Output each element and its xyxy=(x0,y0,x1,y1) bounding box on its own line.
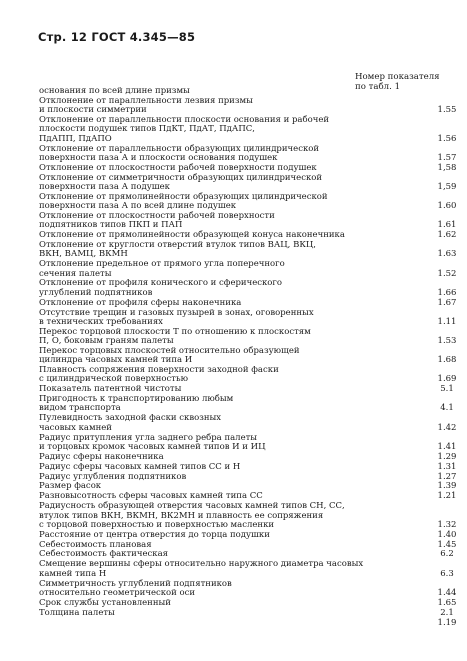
list-item xyxy=(39,609,464,618)
item-description xyxy=(39,299,430,308)
list-item xyxy=(39,414,464,433)
item-description xyxy=(39,241,430,260)
item-text-line: цилиндра часовых камней типа И xyxy=(39,355,193,366)
item-text-line: основания по всей длине призмы xyxy=(39,86,190,96)
item-number: 1.19 xyxy=(437,617,457,628)
item-text-line: Отклонение от прямолинейности образующих цилиндрической xyxy=(39,191,328,202)
list-item xyxy=(39,212,464,231)
item-text-line: Перекос торцовых плоскостей относительно образующей xyxy=(39,345,300,356)
item-text-line: Толщина палеты xyxy=(39,607,115,618)
item-number: 4.1 xyxy=(440,403,454,414)
item-text-line: сечения палеты xyxy=(39,268,112,279)
item-text-line: П, О, боковым граням палеты xyxy=(39,336,174,347)
item-number: 1.55 xyxy=(437,105,457,116)
item-description xyxy=(39,174,430,193)
item-text-line: с цилиндрической поверхностью xyxy=(39,374,188,385)
item-description xyxy=(39,279,430,298)
item-number: 1.21 xyxy=(437,491,457,502)
list-item xyxy=(39,231,464,240)
item-text-line: ПдАПП, ПдАПО xyxy=(39,133,112,144)
list-item xyxy=(39,241,464,260)
item-text-line: Отклонение от плоскостности рабочей поверхности подушек xyxy=(39,162,317,173)
item-number: 1.52 xyxy=(437,268,457,279)
item-description xyxy=(39,502,430,530)
item-text-line: часовых камней xyxy=(39,422,112,433)
list-item xyxy=(39,531,464,540)
item-text-line: Симметричность углублений подпятников xyxy=(39,578,232,589)
item-text-line: поверхности паза А по всей длине подушек xyxy=(39,201,237,212)
item-text-line: Отклонение предельное от прямого угла поперечного xyxy=(39,259,285,270)
list-item xyxy=(39,463,464,472)
item-description xyxy=(39,97,430,116)
item-description xyxy=(39,531,430,540)
item-text-line: Радиус притупления угла заднего ребра палеты xyxy=(39,432,258,443)
item-description xyxy=(39,164,430,173)
item-number: 1.53 xyxy=(437,336,457,347)
item-number: 6.3 xyxy=(440,568,454,579)
item-description xyxy=(39,328,430,347)
item-text-line: Себестоимость плановая xyxy=(39,539,152,550)
list-item xyxy=(39,482,464,491)
item-text-line: относительно геометрической оси xyxy=(39,587,196,598)
list-item xyxy=(39,164,464,173)
item-number: 1.31 xyxy=(437,461,457,472)
list-item xyxy=(39,260,464,279)
item-description xyxy=(39,580,430,599)
list-item xyxy=(39,619,464,628)
item-description xyxy=(39,309,430,328)
list-item xyxy=(39,328,464,347)
item-text-line: Отклонение от параллельности лезвия призмы xyxy=(39,95,253,106)
item-number: 1.63 xyxy=(437,249,457,260)
item-number: 1.62 xyxy=(437,230,457,241)
list-item xyxy=(39,145,464,164)
item-number: 1.40 xyxy=(437,529,457,540)
item-text-line: подпятников типов ПКП и ПАП xyxy=(39,220,183,231)
item-number: 1.39 xyxy=(437,481,457,492)
item-text-line: поверхности паза А подушек xyxy=(39,181,170,192)
item-number: 1.68 xyxy=(437,355,457,366)
item-number: 1,59 xyxy=(437,181,457,192)
list-item xyxy=(39,299,464,308)
item-text-line: Отклонение от параллельности образующих цилиндрической xyxy=(39,143,320,154)
item-text-line: ВКН, ВАМЦ, ВКМН xyxy=(39,249,128,260)
item-text-line: втулок типов ВКН, ВКМН, ВК2МН и плавность ее сопряжения xyxy=(39,510,324,521)
item-text-line: Отклонение от прямолинейности образующей конуса наконечника xyxy=(39,230,345,241)
item-text-line: Показатель патентной чистоты xyxy=(39,384,182,395)
item-text-line: и плоскости симметрии xyxy=(39,105,147,116)
item-description xyxy=(39,231,430,240)
item-text-line: камней типа Н xyxy=(39,568,107,579)
item-description xyxy=(39,463,430,472)
item-text-line: Радиус сферы часовых камней типов СС и Н xyxy=(39,461,241,472)
item-number: 1.56 xyxy=(437,133,457,144)
indicator-list xyxy=(39,87,464,628)
item-number: 1.69 xyxy=(437,374,457,385)
item-text-line: Пулевидность заходной фаски сквозных xyxy=(39,413,222,424)
item-description xyxy=(39,482,430,491)
list-item xyxy=(39,550,464,559)
list-item xyxy=(39,174,464,193)
item-description xyxy=(39,453,430,462)
item-text-line: Отклонение от круглости отверстий втулок типов ВАЦ, ВКЦ, xyxy=(39,240,317,251)
item-number: 1.44 xyxy=(437,587,457,598)
item-number: 1.66 xyxy=(437,287,457,298)
item-number: 2.1 xyxy=(440,607,454,618)
item-number: 1.41 xyxy=(437,441,457,452)
item-text-line: Пригодность к транспортированию любым xyxy=(39,394,234,405)
item-description xyxy=(39,212,430,231)
item-description xyxy=(39,366,430,385)
item-text-line: в технических требованиях xyxy=(39,316,163,327)
list-item xyxy=(39,599,464,608)
item-text-line: Расстояние от центра отверстия до торца подушки xyxy=(39,529,270,540)
item-number: 6.2 xyxy=(440,549,454,560)
item-text-line: с торцовой поверхностью и поверхностью масленки xyxy=(39,519,275,530)
item-text-line: видом транспорта xyxy=(39,403,121,414)
item-text-line: плоскости подушек типов ПдКТ, ПдАТ, ПдАПС, xyxy=(39,124,255,135)
list-item xyxy=(39,473,464,482)
item-number: 1.27 xyxy=(437,471,457,482)
item-number: 1.65 xyxy=(437,597,457,608)
item-description xyxy=(39,609,430,618)
item-description xyxy=(39,473,430,482)
item-number: 1.32 xyxy=(437,519,457,530)
item-description xyxy=(39,619,430,628)
item-description xyxy=(39,193,430,212)
list-item xyxy=(39,97,464,116)
list-item xyxy=(39,366,464,385)
list-item xyxy=(39,434,464,453)
item-number: 1.11 xyxy=(437,316,457,327)
item-description xyxy=(39,599,430,608)
item-number: 1.60 xyxy=(437,201,457,212)
list-item xyxy=(39,309,464,328)
column-header-line: Номер показателя xyxy=(355,72,440,82)
column-header-line: по табл. 1 xyxy=(355,82,401,92)
item-number: 1.29 xyxy=(437,451,457,462)
list-item xyxy=(39,560,464,579)
item-number: 1,58 xyxy=(437,162,457,173)
list-item xyxy=(39,395,464,414)
item-text-line: Радиус сферы наконечника xyxy=(39,451,164,462)
item-text-line: Себестоимость фактическая xyxy=(39,549,169,560)
item-number: 5.1 xyxy=(440,384,454,395)
item-text-line: Отклонение от плоскостности рабочей поверхности xyxy=(39,211,275,222)
item-text-line: Размер фасок xyxy=(39,481,102,492)
item-description xyxy=(39,116,430,144)
list-item xyxy=(39,502,464,530)
item-text-line: поверхности паза А и плоскости основания подушек xyxy=(39,152,278,163)
item-text-line: Радиус углубления подпятников xyxy=(39,471,187,482)
item-description xyxy=(39,145,430,164)
item-text-line: и торцовых кромок часовых камней типов И и ИЦ xyxy=(39,441,266,452)
list-item xyxy=(39,87,464,96)
item-text-line: Смещение вершины сферы относительно наружного диаметра часовых xyxy=(39,559,364,570)
item-number: 1.45 xyxy=(437,539,457,550)
item-number: 1.67 xyxy=(437,297,457,308)
item-text-line: Радиусность образующей отверстия часовых камней типов СН, СС, xyxy=(39,501,345,512)
item-text-line: Отклонение от профиля сферы наконечника xyxy=(39,297,242,308)
item-description xyxy=(39,347,430,366)
list-item xyxy=(39,193,464,212)
list-item xyxy=(39,453,464,462)
list-item xyxy=(39,347,464,366)
item-description xyxy=(39,395,430,414)
page-header: Стр. 12 ГОСТ 4.345—85 xyxy=(38,30,196,44)
item-text-line: Перекос торцовой плоскости Т по отношению к плоскостям xyxy=(39,326,311,337)
item-description xyxy=(39,560,430,579)
item-description xyxy=(39,414,430,433)
list-item xyxy=(39,116,464,144)
list-item xyxy=(39,580,464,599)
item-text-line: Отклонение от профиля конического и сферического xyxy=(39,278,282,289)
item-text-line: Отсутствие трещин и газовых пузырей в зонах, оговоренных xyxy=(39,307,314,318)
item-text-line: углублений подпятников xyxy=(39,287,153,298)
item-description xyxy=(39,434,430,453)
item-text-line: Срок службы установленный xyxy=(39,597,171,608)
item-text-line xyxy=(39,619,430,628)
item-text-line: Разновысотность сферы часовых камней типа СС xyxy=(39,491,263,502)
list-item xyxy=(39,279,464,298)
item-text-line: Плавность сопряжения поверхности заходной фаски xyxy=(39,365,279,376)
item-number: 1.61 xyxy=(437,220,457,231)
item-text-line: Отклонение от симметричности образующих цилиндрической xyxy=(39,172,323,183)
item-description xyxy=(39,87,430,96)
item-text-line: Отклонение от параллельности плоскости основания и рабочей xyxy=(39,115,330,126)
item-number: 1.42 xyxy=(437,422,457,433)
item-description xyxy=(39,550,430,559)
item-description xyxy=(39,260,430,279)
item-number: 1.57 xyxy=(437,152,457,163)
